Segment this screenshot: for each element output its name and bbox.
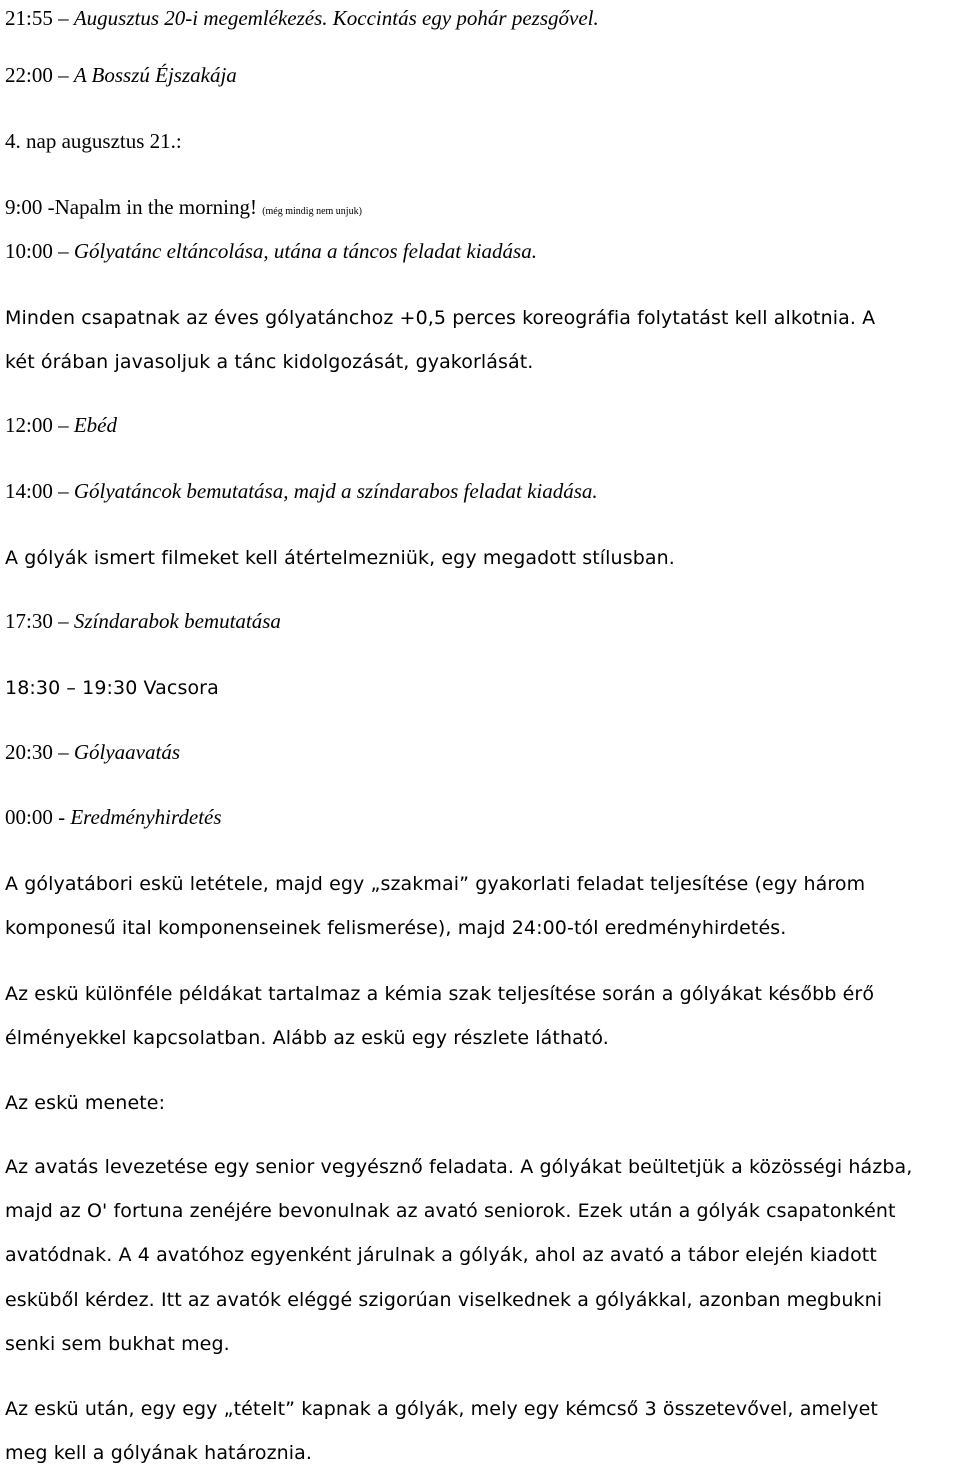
- oath-process-line: majd az O' fortuna zenéjére bevonulnak az avató seniorok. Ezek után a gólyák csapatonként: [5, 1200, 896, 1222]
- oath-intro-line: Az eskü különféle példákat tartalmaz a kémia szak teljesítése során a gólyákat később érő: [5, 983, 875, 1005]
- oath-process-line: Az avatás levezetése egy senior vegyésznő feladata. A gólyákat beültetjük a közösségi házba,: [5, 1156, 913, 1178]
- event-title: Gólyaavatás: [73, 740, 180, 764]
- schedule-item-0000: [5, 805, 222, 829]
- day-heading: 4. nap augusztus 21.:: [5, 129, 182, 153]
- event-description-line: Minden csapatnak az éves gólyatánchoz +0,5 perces koreográfia folytatást kell alkotnia. A: [5, 307, 876, 329]
- event-title: Eredményhirdetés: [70, 805, 222, 829]
- event-title: 9:00 -Napalm in the morning!: [5, 195, 263, 219]
- oath-after-line: meg kell a gólyának határoznia.: [5, 1442, 313, 1464]
- schedule-item-0900: [5, 195, 362, 224]
- oath-process-line: senki sem bukhat meg.: [5, 1333, 230, 1355]
- event-title: Augusztus 20-i megemlékezés. Koccintás egy pohár pezsgővel.: [73, 6, 599, 30]
- oath-process-heading: Az eskü menete:: [5, 1092, 166, 1114]
- event-title: Színdarabok bemutatása: [73, 609, 281, 633]
- event-note: (még mindig nem unjuk): [262, 206, 362, 217]
- event-title: A Bosszú Éjszakája: [73, 63, 237, 87]
- event-title: Ebéd: [73, 413, 117, 437]
- time-label: 17:30 –: [5, 609, 74, 633]
- time-label: 00:00 -: [5, 805, 71, 829]
- oath-after-line: Az eskü után, egy egy „tételt” kapnak a gólyák, mely egy kémcső 3 összetevővel, amelyet: [5, 1398, 878, 1420]
- oath-process-line: esküből kérdez. Itt az avatók eléggé szigorúan viselkednek a gólyákkal, azonban megbukni: [5, 1289, 883, 1311]
- schedule-item-2200: [5, 63, 237, 87]
- time-label: 10:00 –: [5, 239, 74, 263]
- schedule-item-1000: [5, 239, 537, 263]
- schedule-item-1400: [5, 479, 598, 503]
- oath-intro-line: élményekkel kapcsolatban. Alább az eskü egy részlete látható.: [5, 1027, 609, 1049]
- time-label: 20:30 –: [5, 740, 74, 764]
- schedule-item-1730: [5, 609, 281, 633]
- schedule-item-2155: [5, 6, 599, 30]
- event-title: Gólyatánc eltáncolása, utána a táncos feladat kiadása.: [73, 239, 537, 263]
- schedule-item-1830: 18:30 – 19:30 Vacsora: [5, 677, 219, 699]
- time-label: 21:55 –: [5, 6, 74, 30]
- schedule-item-1200: [5, 413, 117, 437]
- oath-process-line: avatódnak. A 4 avatóhoz egyenként járulnak a gólyák, ahol az avató a tábor elején kiadott: [5, 1244, 877, 1266]
- time-label: 14:00 –: [5, 479, 74, 503]
- event-description-line: A gólyák ismert filmeket kell átértelmezniük, egy megadott stílusban.: [5, 547, 675, 569]
- event-description-line: A gólyatábori eskü letétele, majd egy „szakmai” gyakorlati feladat teljesítése (egy három: [5, 873, 866, 895]
- event-description-line: komponesű ital komponenseinek felismerése), majd 24:00-tól eredményhirdetés.: [5, 917, 787, 939]
- event-description-line: két órában javasoljuk a tánc kidolgozását, gyakorlását.: [5, 351, 534, 373]
- event-title: Gólyatáncok bemutatása, majd a színdarabos feladat kiadása.: [73, 479, 598, 503]
- schedule-item-2030: [5, 740, 180, 764]
- time-label: 12:00 –: [5, 413, 74, 437]
- time-label: 22:00 –: [5, 63, 74, 87]
